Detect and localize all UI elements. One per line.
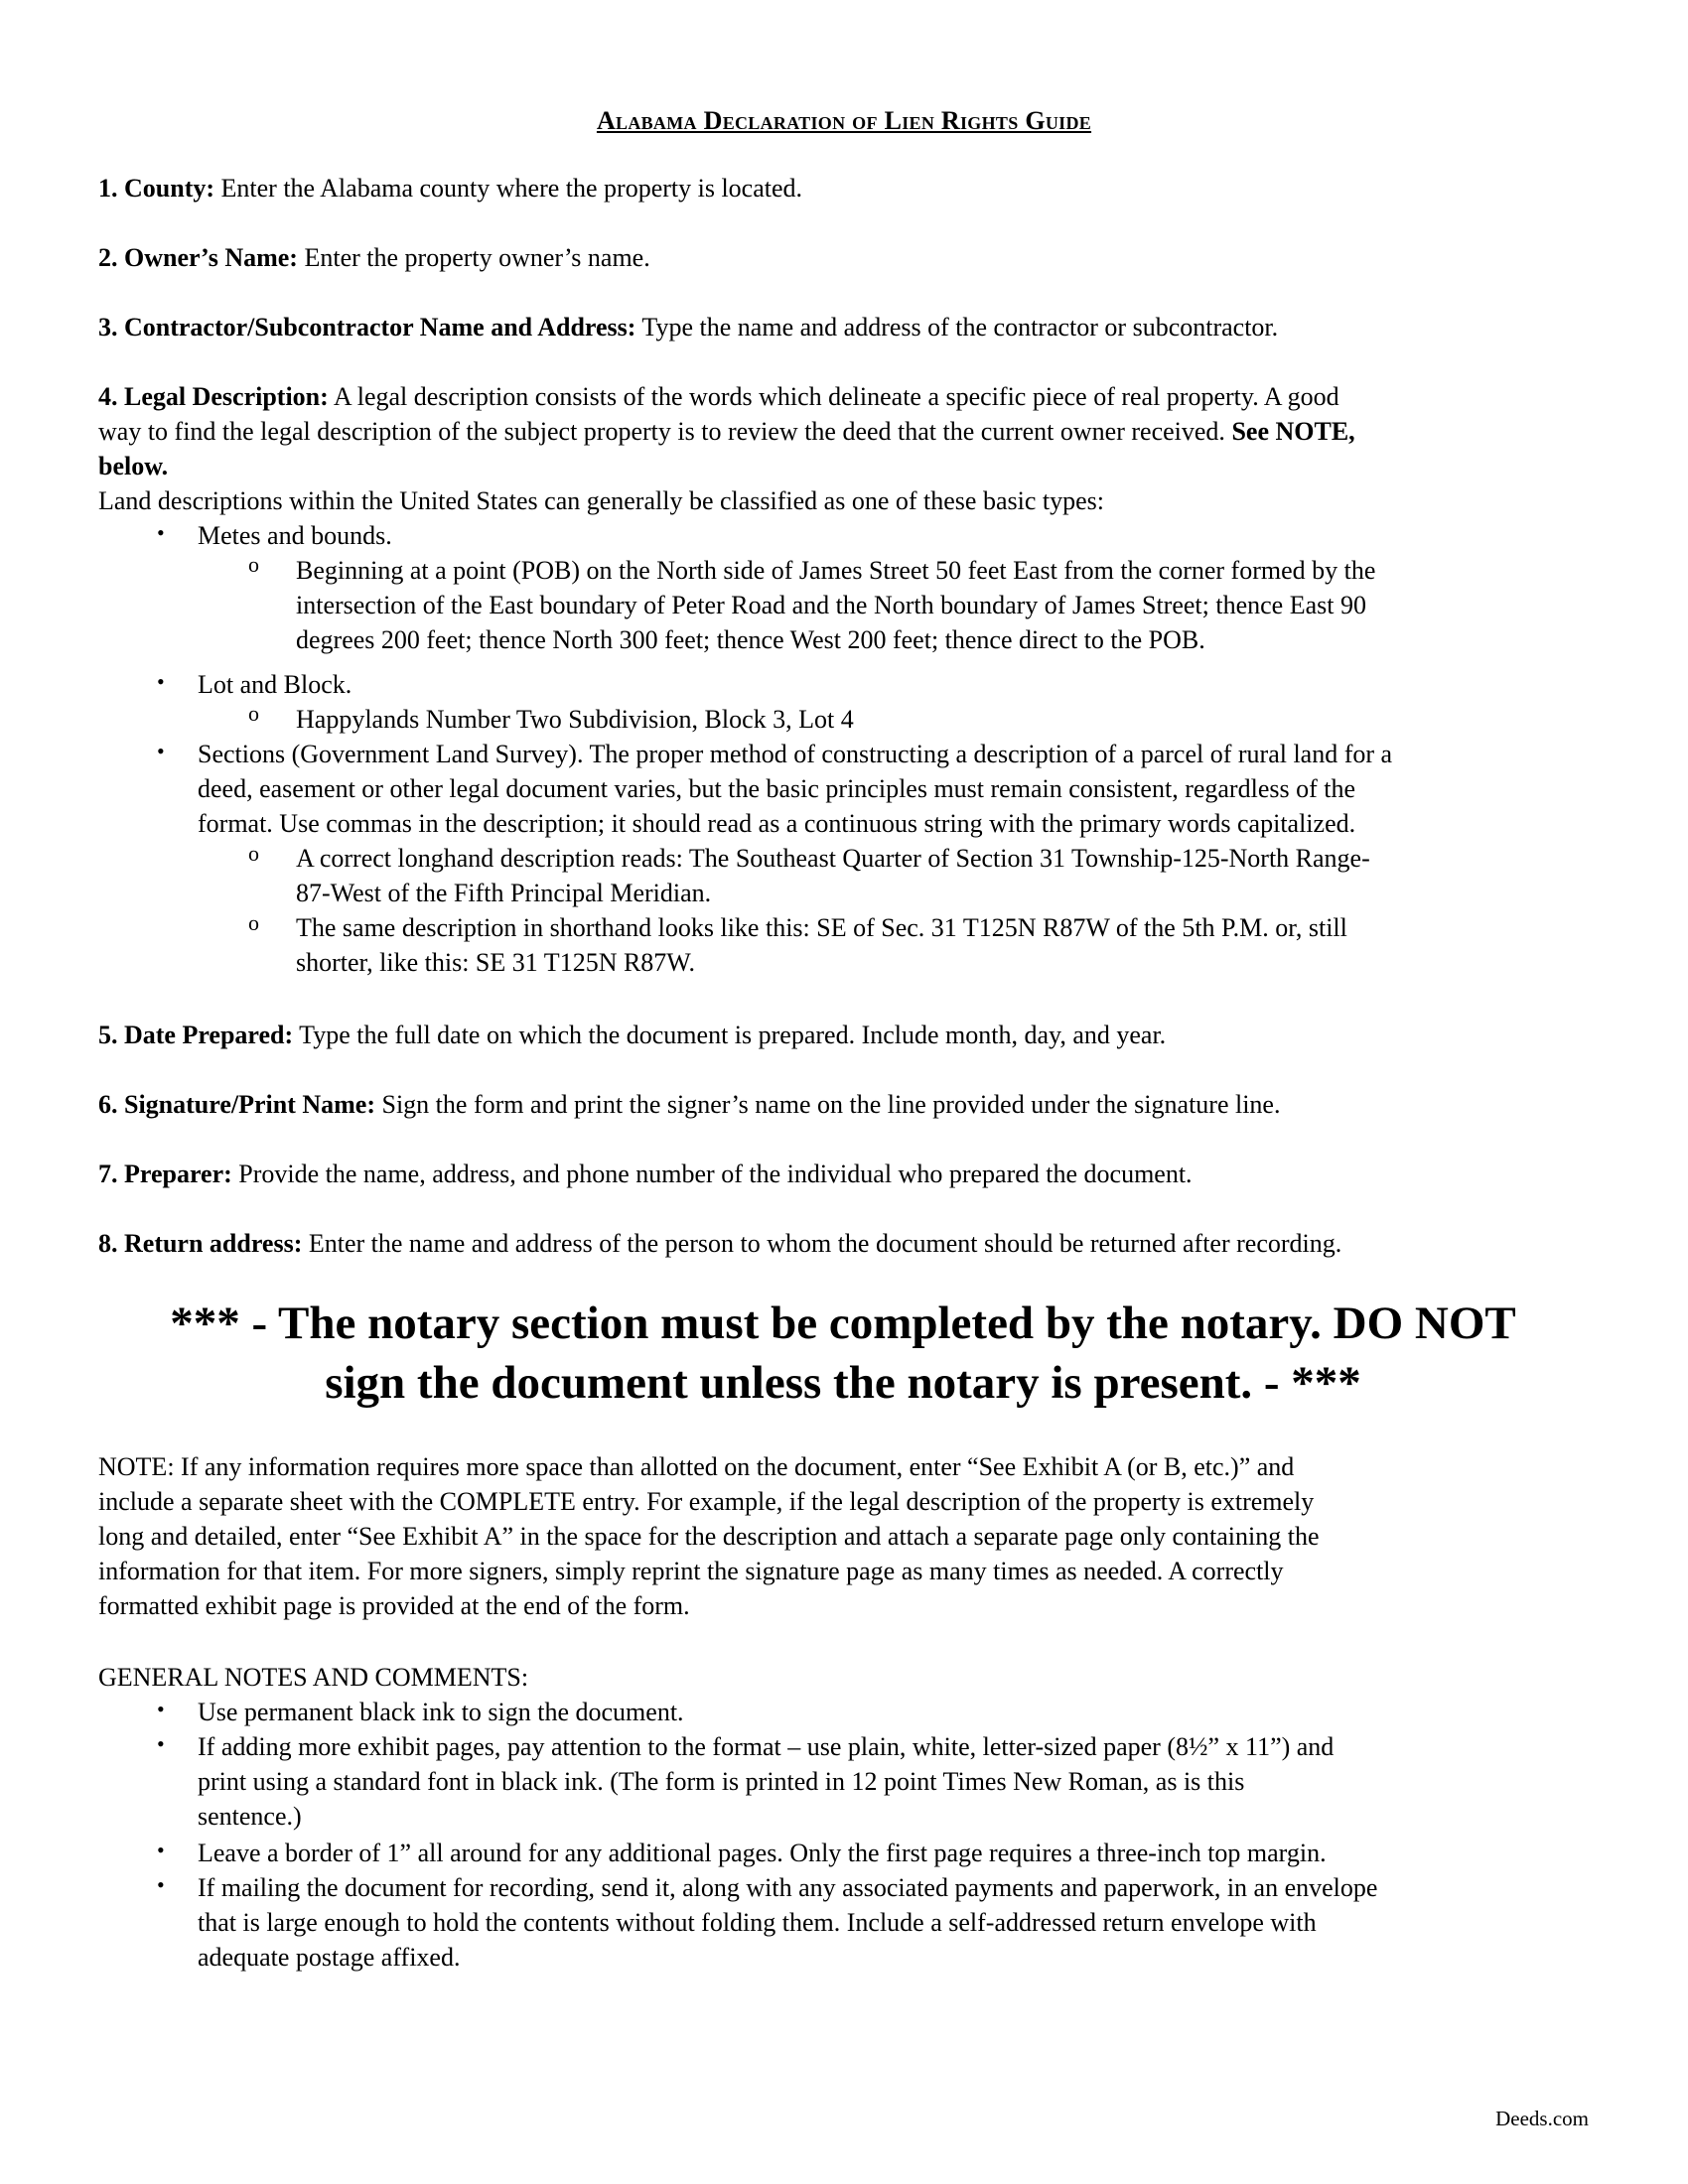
general-note	[198, 1695, 684, 1729]
item-label: 8. Return address:	[98, 1229, 303, 1258]
note-label: NOTE:	[98, 1452, 175, 1481]
item-label: 4. Legal Description:	[98, 382, 329, 411]
example-line: degrees 200 feet; thence North 300 feet; thence West 200 feet; thence direct to the POB.	[296, 625, 1205, 654]
example-line: Beginning at a point (POB) on the North side of James Street 50 feet East from the corner formed by the	[296, 556, 1376, 585]
bullet-icon: •	[157, 1838, 165, 1862]
bullet-icon: •	[157, 520, 165, 545]
item-signature	[98, 1087, 1588, 1122]
sections-line: deed, easement or other legal document varies, but the basic principles must remain consistent, regardless of the	[198, 774, 1356, 803]
item-return-address	[98, 1226, 1588, 1261]
notary-warning	[98, 1294, 1588, 1413]
general-note-line: If mailing the document for recording, send it, along with any associated payments and paperwork, in an envelope	[198, 1873, 1378, 1902]
sections-line: format. Use commas in the description; it should read as a continuous string with the primary words capitalized.	[198, 809, 1356, 838]
land-type-example	[296, 553, 1375, 657]
sub-bullet-icon: o	[248, 910, 259, 935]
bullet-icon: •	[157, 1872, 165, 1897]
item-text: Enter the property owner’s name.	[297, 243, 650, 272]
item-text: Enter the name and address of the person to whom the document should be returned after recording.	[302, 1229, 1342, 1258]
item-label: 6. Signature/Print Name:	[98, 1090, 375, 1119]
bullet-icon: •	[157, 1697, 165, 1721]
see-note-ref: below.	[98, 452, 169, 480]
general-note-line: adequate postage affixed.	[198, 1943, 461, 1972]
general-note	[198, 1836, 1327, 1870]
general-notes-heading: GENERAL NOTES AND COMMENTS:	[98, 1663, 529, 1692]
sub-bullet-icon: o	[248, 552, 259, 577]
item-text: Sign the form and print the signer’s name on the line provided under the signature line.	[375, 1090, 1281, 1119]
general-note	[198, 1870, 1377, 1975]
general-note-line: sentence.)	[198, 1802, 302, 1831]
example-line: Happylands Number Two Subdivision, Block 3, Lot 4	[296, 705, 854, 734]
example-line: intersection of the East boundary of Peter Road and the North boundary of James Street; thence East 90	[296, 591, 1366, 619]
example-line: 87-West of the Fifth Principal Meridian.	[296, 879, 712, 907]
sections-line: Sections (Government Land Survey). The proper method of constructing a description of a parcel of rural land for a	[198, 740, 1393, 768]
general-note-line: print using a standard font in black ink. (The form is printed in 12 point Times New Roman, as is this	[198, 1767, 1245, 1796]
item-owner-name	[98, 240, 1588, 275]
example-line: A correct longhand description reads: The Southeast Quarter of Section 31 Township-125-North Range-	[296, 844, 1370, 873]
general-note-line: that is large enough to hold the contents without folding them. Include a self-addressed return envelope with	[198, 1908, 1317, 1937]
item-label: 1. County:	[98, 174, 215, 203]
bullet-icon: •	[157, 739, 165, 763]
general-note-line: Use permanent black ink to sign the document.	[198, 1698, 684, 1726]
land-type-sections	[198, 737, 1392, 841]
item-label: 3. Contractor/Subcontractor Name and Address:	[98, 313, 636, 341]
bullet-icon: •	[157, 669, 165, 694]
item-legal-description	[98, 379, 1588, 483]
note-line: If any information requires more space than allotted on the document, enter “See Exhibit A (or B, etc.)” and	[174, 1452, 1295, 1481]
notary-warning-line: *** - The notary section must be completed by the notary. DO NOT	[170, 1297, 1516, 1349]
notary-warning-line: sign the document unless the notary is present. - ***	[325, 1357, 1361, 1409]
item-preparer	[98, 1157, 1588, 1191]
land-type-example	[296, 841, 1370, 910]
note-line: information for that item. For more signers, simply reprint the signature page as many times as needed. A correctly	[98, 1557, 1284, 1585]
land-type-example	[296, 910, 1347, 980]
item-text: Provide the name, address, and phone number of the individual who prepared the document.	[231, 1160, 1193, 1188]
item-text: Enter the Alabama county where the property is located.	[214, 174, 803, 203]
example-line: shorter, like this: SE 31 T125N R87W.	[296, 948, 695, 977]
land-type-metes: Metes and bounds.	[198, 521, 392, 550]
land-types-intro: Land descriptions within the United States can generally be classified as one of these basic types:	[98, 486, 1104, 515]
general-note	[198, 1729, 1334, 1834]
item-text: A legal description consists of the words which delineate a specific piece of real property. A good	[328, 382, 1339, 411]
note-line: include a separate sheet with the COMPLETE entry. For example, if the legal description of the property is extremely	[98, 1487, 1315, 1516]
item-contractor	[98, 310, 1588, 344]
note-paragraph	[98, 1449, 1588, 1623]
item-date-prepared	[98, 1018, 1588, 1052]
item-label: 2. Owner’s Name:	[98, 243, 298, 272]
item-label: 5. Date Prepared:	[98, 1021, 294, 1049]
footer-brand: Deeds.com	[1495, 2107, 1589, 2130]
bullet-icon: •	[157, 1731, 165, 1756]
land-type-example	[296, 702, 854, 737]
item-label: 7. Preparer:	[98, 1160, 232, 1188]
general-note-line: Leave a border of 1” all around for any additional pages. Only the first page requires a three-inch top margin.	[198, 1839, 1327, 1867]
example-line: The same description in shorthand looks like this: SE of Sec. 31 T125N R87W of the 5th P.M. or, still	[296, 913, 1347, 942]
general-note-line: If adding more exhibit pages, pay attention to the format – use plain, white, letter-sized paper (8½” x 11”) and	[198, 1732, 1335, 1761]
land-type-lot-block: Lot and Block.	[198, 670, 352, 699]
item-text: Type the name and address of the contractor or subcontractor.	[635, 313, 1279, 341]
item-text: Type the full date on which the document is prepared. Include month, day, and year.	[293, 1021, 1167, 1049]
sub-bullet-icon: o	[248, 841, 259, 866]
sub-bullet-icon: o	[248, 701, 259, 726]
see-note-ref: See NOTE,	[1231, 417, 1355, 446]
note-line: formatted exhibit page is provided at the end of the form.	[98, 1591, 690, 1620]
item-county	[98, 171, 1588, 205]
document-title: Alabama Declaration of Lien Rights Guide	[596, 106, 1092, 135]
item-text: way to find the legal description of the subject property is to review the deed that the current owner received.	[98, 417, 1232, 446]
note-line: long and detailed, enter “See Exhibit A” in the space for the description and attach a separate page only containing the	[98, 1522, 1320, 1551]
